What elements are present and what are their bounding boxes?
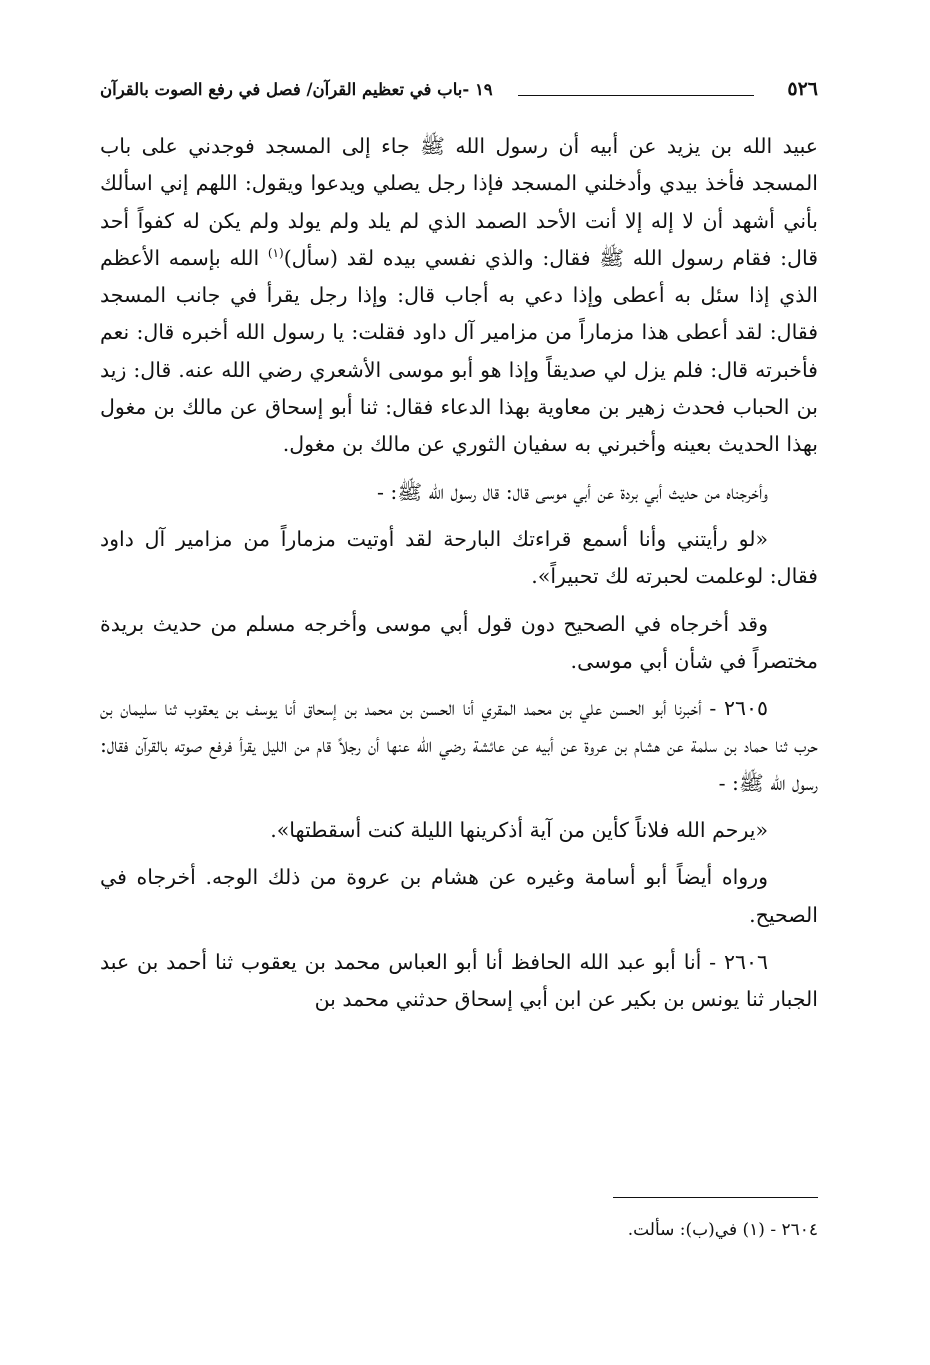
page-number: ٥٢٦ — [787, 78, 818, 100]
main-text — [100, 128, 818, 1019]
paragraph-sahih-note: وقد أخرجاه في الصحيح دون قول أبي موسى وأخرجه مسلم من حديث بريدة مختصراً في شأن أبي موسى. — [100, 611, 818, 673]
footnote-rule — [613, 1197, 818, 1198]
page-header — [100, 78, 818, 110]
footnote: ٢٦٠٤ - (١) في(ب): سألت. — [627, 1220, 818, 1240]
header-rule — [518, 95, 754, 96]
paragraph-text-continued: الله بإسمه الأعظم الذي إذا سئل به أعطى وإذا دعي به أجاب قال: وإذا رجل يقرأ في جانب المسجد فقال: لقد أعطى هذا مزماراً من مزامير آل داود فقلت: يا رسول الله أخبره قال: نعم فأخبرته قال: فلم يزل لي صديقاً وإذا هو أبو موسى الأشعري رضي الله عنه. قال: زيد بن الحباب فحدث زهير بن معاوية بهذا الدعاء فقال: ثنا أبو إسحاق عن مالك بن مغول بهذا الحديث بعينه وأخبرني به سفيان الثوري عن مالك بن مغول. — [100, 245, 818, 457]
paragraph-takhrij: وأخرجناه من حديث أبي بردة عن أبي موسى قال: قال رسول الله ﷺ: - — [376, 479, 768, 504]
footnote-marker: (١) — [267, 246, 284, 261]
paragraph-quote-2: «يرحم الله فلاناً كأين من آية أذكرينها الليلة كنت أسقطتها». — [270, 818, 768, 843]
paragraph-quote: «لو رأيتني وأنا أسمع قراءتك البارحة لقد أوتيت مزماراً من مزامير آل داود فقال: لوعلمت لحبرته لك تحبيراً». — [100, 526, 818, 589]
paragraph-hadith-2606: ٢٦٠٦ - أنا أبو عبد الله الحافظ أنا أبو العباس محمد بن يعقوب ثنا أحمد بن عبد الجبار ثنا يونس بن بكير عن ابن أبي إسحاق حدثني محمد بن — [100, 949, 818, 1012]
paragraph-hadith-2605: ٢٦٠٥ - أخبرنا أبو الحسن علي بن محمد المقري أنا الحسن بن محمد بن إسحاق أنا يوسف بن يعقوب ثنا سليمان بن حرب ثنا حماد بن سلمة عن هشام بن عروة عن أبيه عن عائشة رضي الله عنها أن رجلاً قام من الليل يقرأ فرفع صوته بالقرآن فقال: رسول الله ﷺ: - — [100, 696, 818, 795]
paragraph-hadith-2604 — [100, 128, 818, 464]
paragraph-riwaya-note: ورواه أيضاً أبو أسامة وغيره عن هشام بن عروة من ذلك الوجه. أخرجاه في الصحيح. — [100, 865, 818, 927]
paragraph-text: عبيد الله بن يزيد عن أبيه أن رسول الله ﷺ جاء إلى المسجد فوجدني على باب المسجد فأخذ بيدي وأدخلني المسجد فإذا رجل يصلي ويدعوا ويقول: اللهم إني اسألك بأني أشهد أن لا إله إلا أنت الأحد الصمد الذي لم يلد ولم يولد ولم يكن له كفواً أحد قال: فقام رسول الله ﷺ فقال: والذي نفسي بيده لقد (سأل) — [100, 134, 819, 270]
running-title: ١٩ -باب في تعظيم القرآن/ فصل في رفع الصوت بالقرآن — [100, 80, 493, 99]
